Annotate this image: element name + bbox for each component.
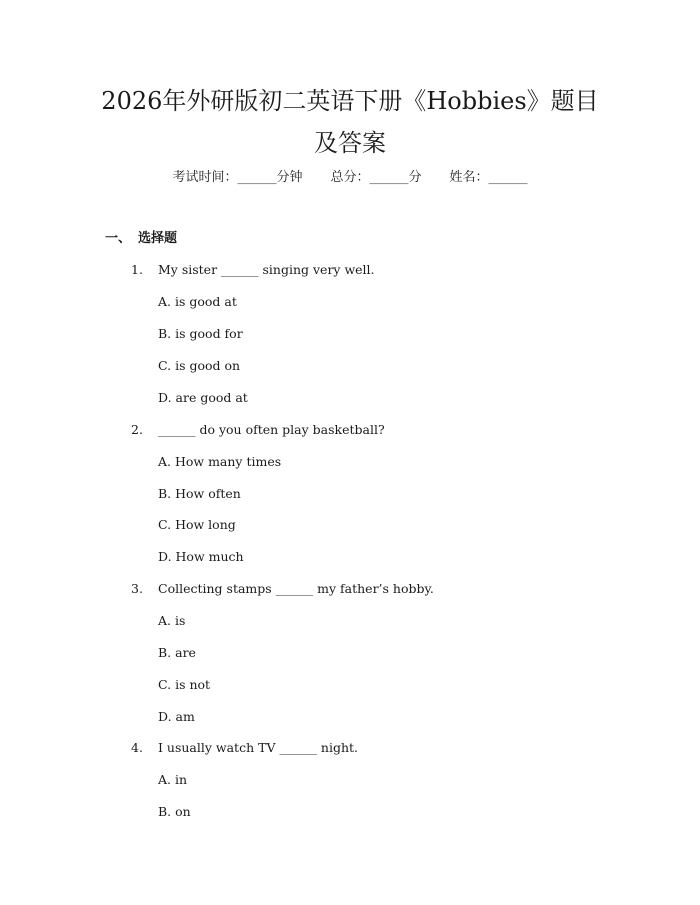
question-3-option-b: B. are	[158, 645, 196, 660]
exam-meta	[0, 169, 700, 187]
question-3-option-a: A. is	[158, 613, 186, 628]
question-1	[131, 261, 375, 279]
student-name: 姓名：______	[449, 170, 528, 185]
question-text: Collecting stamps ______ my father’s hobby.	[158, 581, 434, 596]
question-1-option-c: C. is good on	[158, 358, 241, 373]
total-score: 总分：______分	[330, 170, 422, 185]
question-2-option-d: D. How much	[158, 549, 244, 564]
question-3	[131, 580, 434, 598]
document-title: 2026年外研版初二英语下册《Hobbies》题目及答案	[101, 87, 599, 157]
question-2-option-c: C. How long	[158, 517, 236, 532]
question-4-option-a: A. in	[158, 772, 188, 787]
question-number: 2.	[131, 422, 143, 437]
question-number: 3.	[131, 581, 143, 596]
question-number: 1.	[131, 262, 143, 277]
question-4-option-b: B. on	[158, 804, 191, 819]
question-3-option-d: D. am	[158, 709, 195, 724]
question-2-option-a: A. How many times	[158, 454, 282, 469]
question-1-option-b: B. is good for	[158, 326, 243, 341]
question-text: My sister ______ singing very well.	[158, 262, 375, 277]
question-2-option-b: B. How often	[158, 486, 241, 501]
section-number: 一、	[105, 231, 132, 246]
question-text: ______ do you often play basketball?	[158, 422, 385, 437]
question-3-option-c: C. is not	[158, 677, 211, 692]
question-number: 4.	[131, 740, 143, 755]
question-1-option-a: A. is good at	[158, 294, 237, 309]
exam-time: 考试时间：______分钟	[172, 170, 303, 185]
question-text: I usually watch TV ______ night.	[158, 740, 359, 755]
section-heading	[105, 230, 177, 248]
question-2	[131, 421, 385, 439]
question-4	[131, 739, 358, 757]
question-1-option-d: D. are good at	[158, 390, 248, 405]
section-title: 选择题	[138, 231, 178, 246]
